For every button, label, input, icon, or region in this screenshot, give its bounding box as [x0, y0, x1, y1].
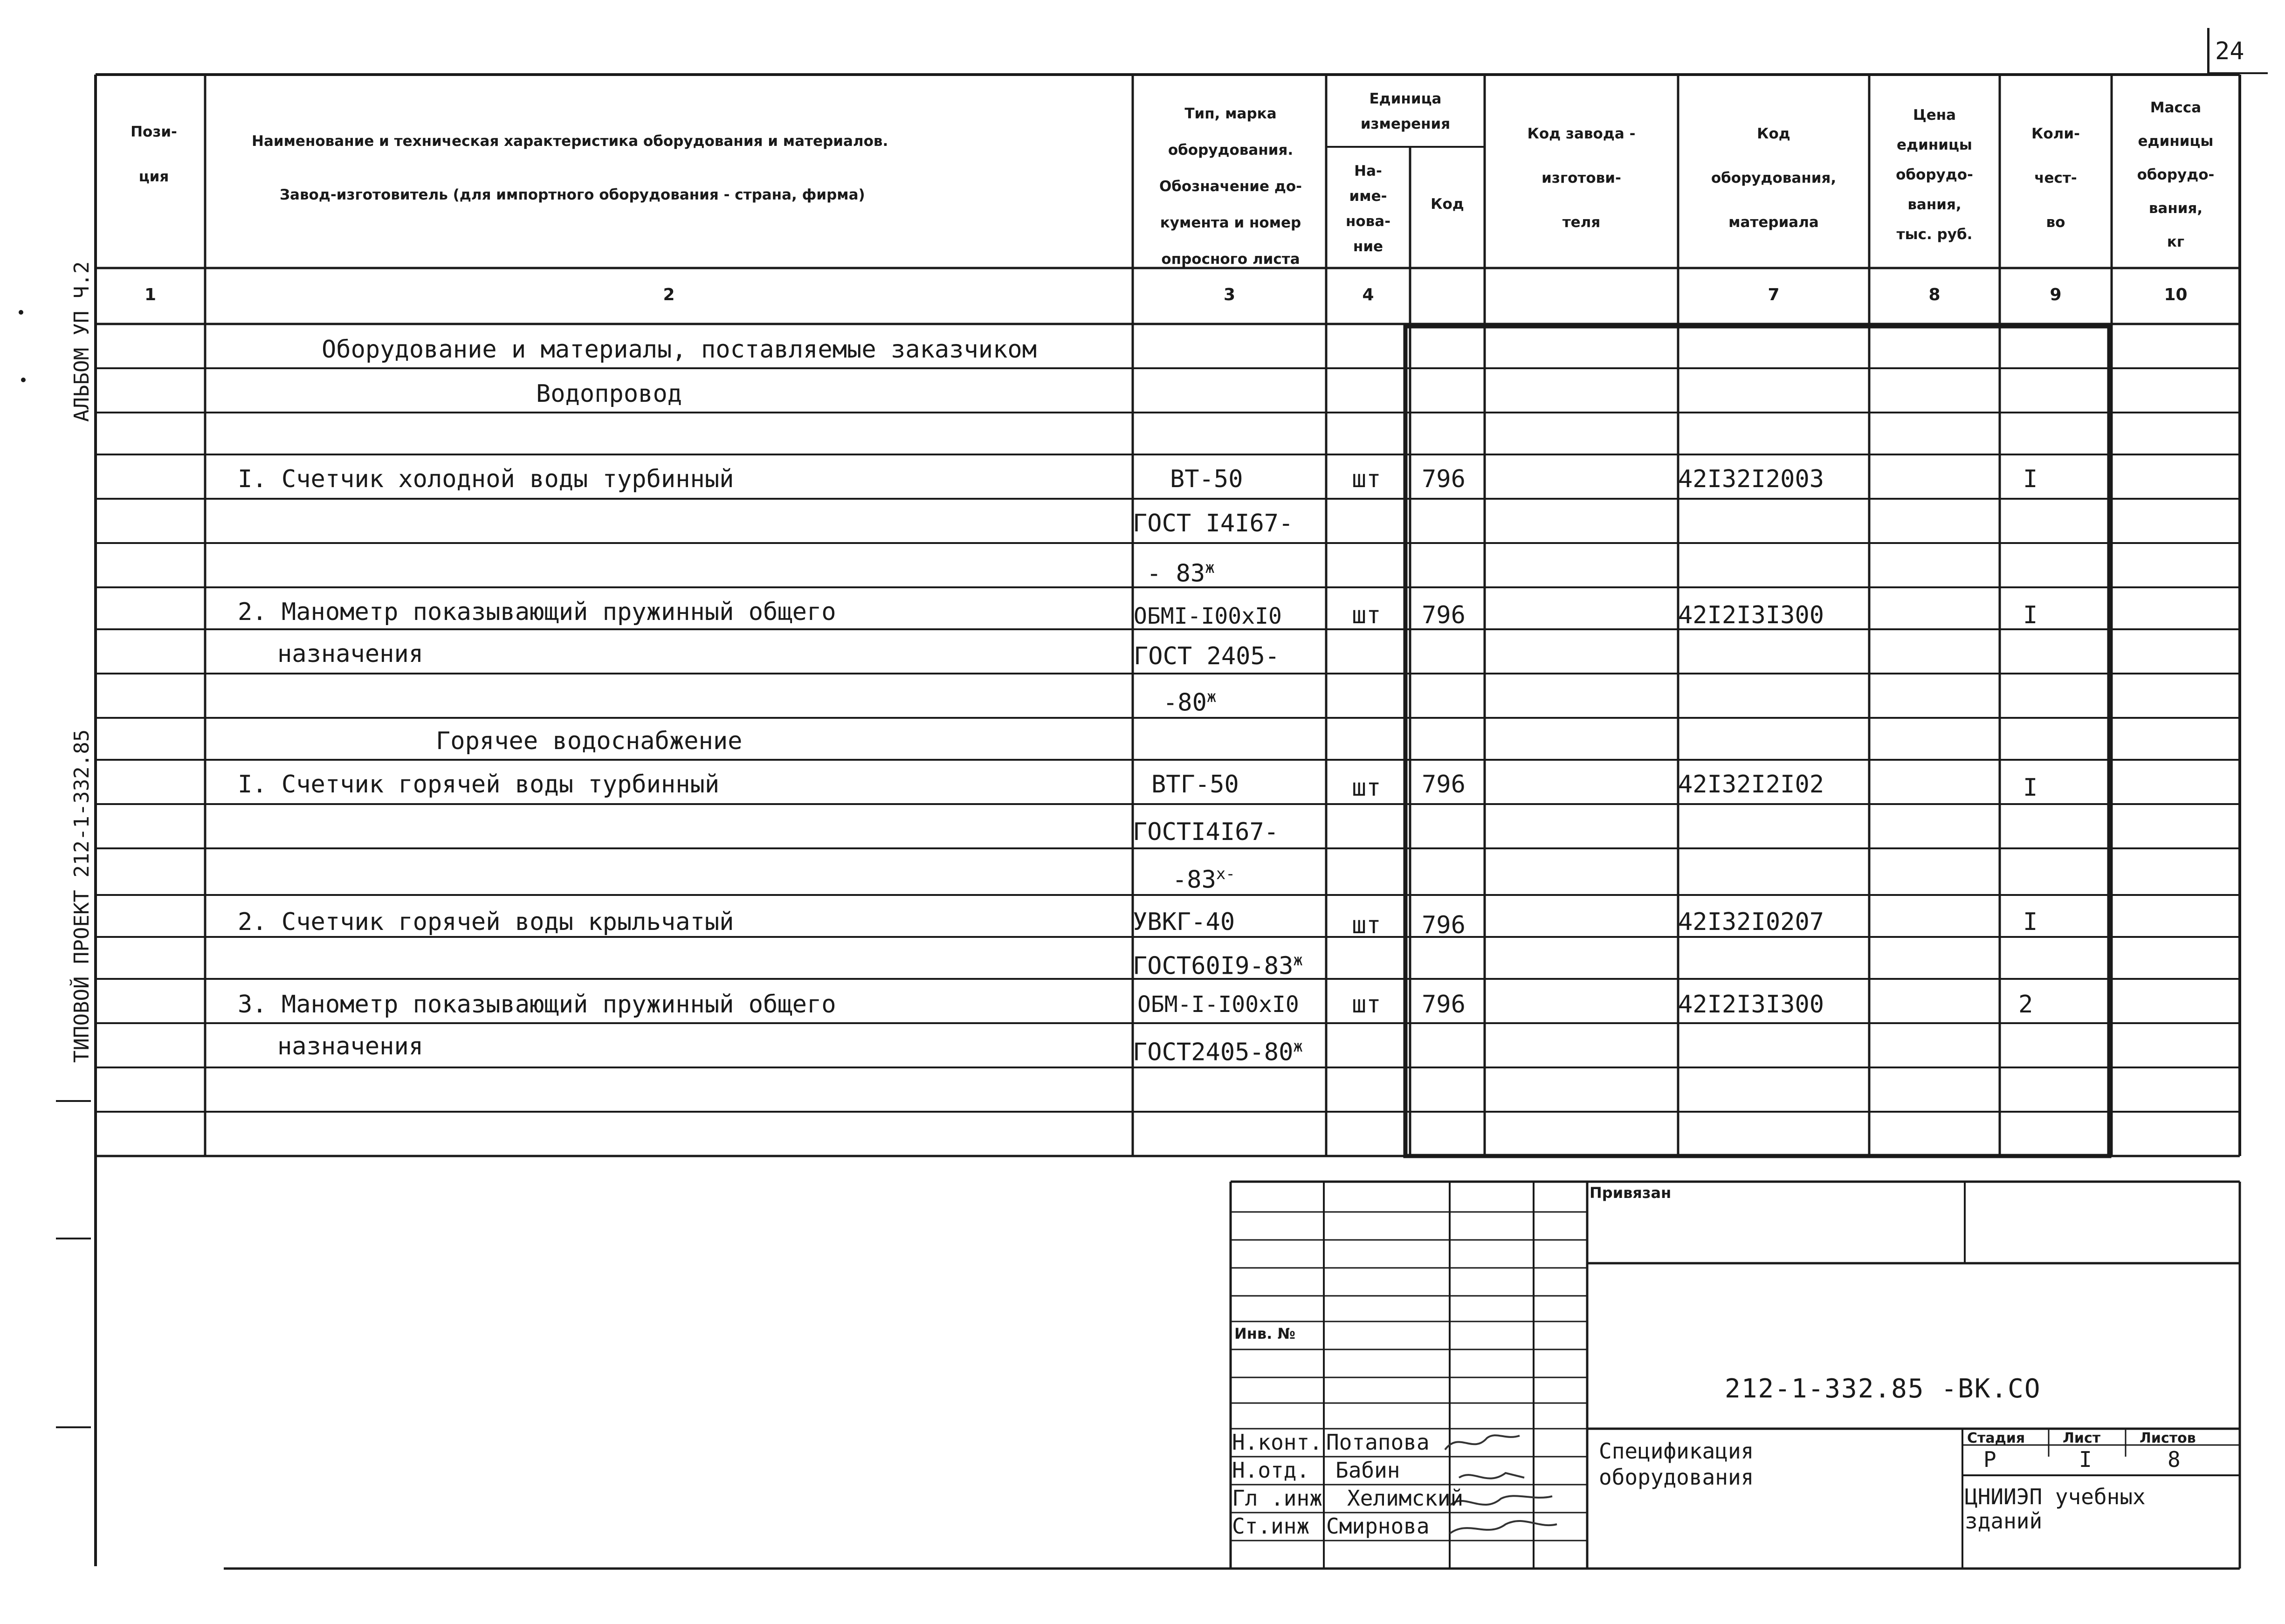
row3-gost-line1: ГОСТI4I67-	[1133, 818, 1279, 846]
header-name-line2: Завод-изготовитель (для импортного оборудования - страна, фирма)	[280, 186, 865, 203]
row5-gost: $ГОСТ2405-80^ж$	[1133, 1037, 1303, 1067]
row3-code: 796	[1422, 771, 1466, 798]
page-number: 24	[2215, 37, 2244, 65]
stage-value: Р	[1983, 1447, 1996, 1472]
table-title: Оборудование и материалы, поставляемые заказчиком	[322, 336, 1037, 364]
row5-unit: шт	[1352, 991, 1381, 1018]
header-quantity: Коли- чест- во	[2031, 125, 2080, 231]
row4-code: 796	[1422, 911, 1466, 939]
stage-label: Стадия	[1967, 1430, 2025, 1446]
row1-equipment-code: 42I32I2003	[1678, 465, 1824, 493]
project-label: ТИПОВОЙ ПРОЕКТ 212-1-332.85	[70, 729, 94, 1063]
header-price: Цена единицы оборудо- вания, тыс. руб.	[1896, 107, 1973, 243]
row4-gost: $ГОСТ60I9-83^ж$	[1133, 951, 1303, 980]
row5-name-line1: 3. Манометр показывающий пружинный общего	[238, 991, 836, 1018]
row5-quantity: 2	[2018, 991, 2033, 1018]
role-1: Н.конт.	[1232, 1430, 1322, 1455]
row2-gost-line2: $-80^ж$	[1163, 688, 1217, 717]
row2-type: ОБМI-I00xI0	[1134, 603, 1282, 629]
header-unit-name: На- име- нова- ние	[1345, 163, 1391, 255]
row4-type: УВКГ-40	[1133, 908, 1235, 936]
sheets-value: 8	[2168, 1447, 2181, 1472]
header-unit-group: Единица измерения	[1360, 90, 1451, 132]
row2-name-line2: назначения	[277, 640, 424, 668]
row2-name-line1: 2. Манометр показывающий пружинный общего	[238, 598, 836, 626]
row1-gost-line1: ГОСТ I4I67-	[1133, 509, 1294, 537]
row3-quantity: I	[2023, 774, 2038, 802]
section-water-supply: Водопровод	[536, 380, 682, 408]
row5-code: 796	[1422, 991, 1466, 1018]
col-number-10: 10	[2164, 285, 2188, 304]
row3-type: ВТГ-50	[1151, 771, 1239, 798]
col-number-7: 7	[1768, 285, 1780, 304]
role-2: Н.отд.	[1232, 1458, 1310, 1483]
row3-name: I. Счетчик горячей воды турбинный	[238, 771, 720, 798]
sheets-label: Листов	[2140, 1430, 2196, 1446]
row2-equipment-code: 42I2I3I300	[1678, 601, 1824, 629]
role-4: Ст.инж	[1232, 1514, 1310, 1539]
col-number-2: 2	[663, 285, 675, 304]
row4-unit: шт	[1352, 911, 1381, 939]
document-code: 212-1-332.85 -ВК.СО	[1725, 1374, 2041, 1404]
row3-gost-line2: $-83^{х-}$	[1172, 865, 1235, 894]
inventory-label: Инв. №	[1234, 1325, 1295, 1342]
row2-gost-line1: ГОСТ 2405-	[1134, 642, 1280, 670]
header-equipment-code: Код оборудования, материала	[1711, 125, 1837, 231]
header-position: Пози- ция	[131, 124, 177, 185]
row3-equipment-code: 42I32I2I02	[1678, 771, 1824, 798]
bound-label: Привязан	[1590, 1184, 1672, 1202]
name-1: Потапова	[1326, 1430, 1430, 1455]
sheet-value: I	[2079, 1447, 2092, 1472]
header-type: Тип, марка оборудования. Обозначение до- кумента и номер опросного листа	[1159, 105, 1302, 268]
row1-type: ВТ-50	[1170, 465, 1243, 493]
row5-equipment-code: 42I2I3I300	[1678, 991, 1824, 1018]
row1-gost-line2: - $83^ж$	[1147, 558, 1215, 588]
col-number-9: 9	[2050, 285, 2062, 304]
header-mass: Масса единицы оборудо- вания, кг	[2137, 99, 2215, 250]
section-hot-water: Горячее водоснабжение	[436, 727, 743, 755]
row3-unit: шт	[1352, 774, 1381, 802]
name-4: Смирнова	[1326, 1514, 1430, 1539]
row1-unit: шт	[1352, 465, 1381, 493]
row5-type: ОБМ-I-I00xI0	[1137, 991, 1299, 1018]
album-label: АЛЬБОМ УП Ч.2	[70, 261, 94, 422]
row1-quantity: I	[2023, 465, 2038, 493]
row4-equipment-code: 42I32I0207	[1678, 908, 1824, 936]
document-title: Спецификация оборудования	[1599, 1438, 1754, 1490]
role-3: Гл .инж	[1232, 1486, 1322, 1511]
row5-name-line2: назначения	[277, 1032, 424, 1060]
row4-quantity: I	[2023, 908, 2038, 936]
row2-quantity: I	[2023, 601, 2038, 629]
header-name-line1: Наименование и техническая характеристика оборудования и материалов.	[252, 133, 888, 150]
col-number-1: 1	[144, 285, 157, 304]
name-3: Хелимский	[1347, 1486, 1464, 1511]
sheet-label: Лист	[2063, 1430, 2101, 1446]
row2-code: 796	[1422, 601, 1466, 629]
col-number-3: 3	[1223, 285, 1236, 304]
name-2: Бабин	[1335, 1458, 1400, 1483]
col-number-4: 4	[1362, 285, 1374, 304]
header-unit-code: Код	[1431, 196, 1464, 213]
row1-code: 796	[1422, 465, 1466, 493]
header-factory-code: Код завода - изготови- теля	[1527, 125, 1636, 231]
organization: ЦНИИЭП учебных зданий	[1965, 1484, 2146, 1534]
row4-name: 2. Счетчик горячей воды крыльчатый	[238, 908, 734, 936]
col-number-8: 8	[1928, 285, 1941, 304]
row1-name: I. Счетчик холодной воды турбинный	[238, 465, 734, 493]
row2-unit: шт	[1352, 601, 1381, 629]
